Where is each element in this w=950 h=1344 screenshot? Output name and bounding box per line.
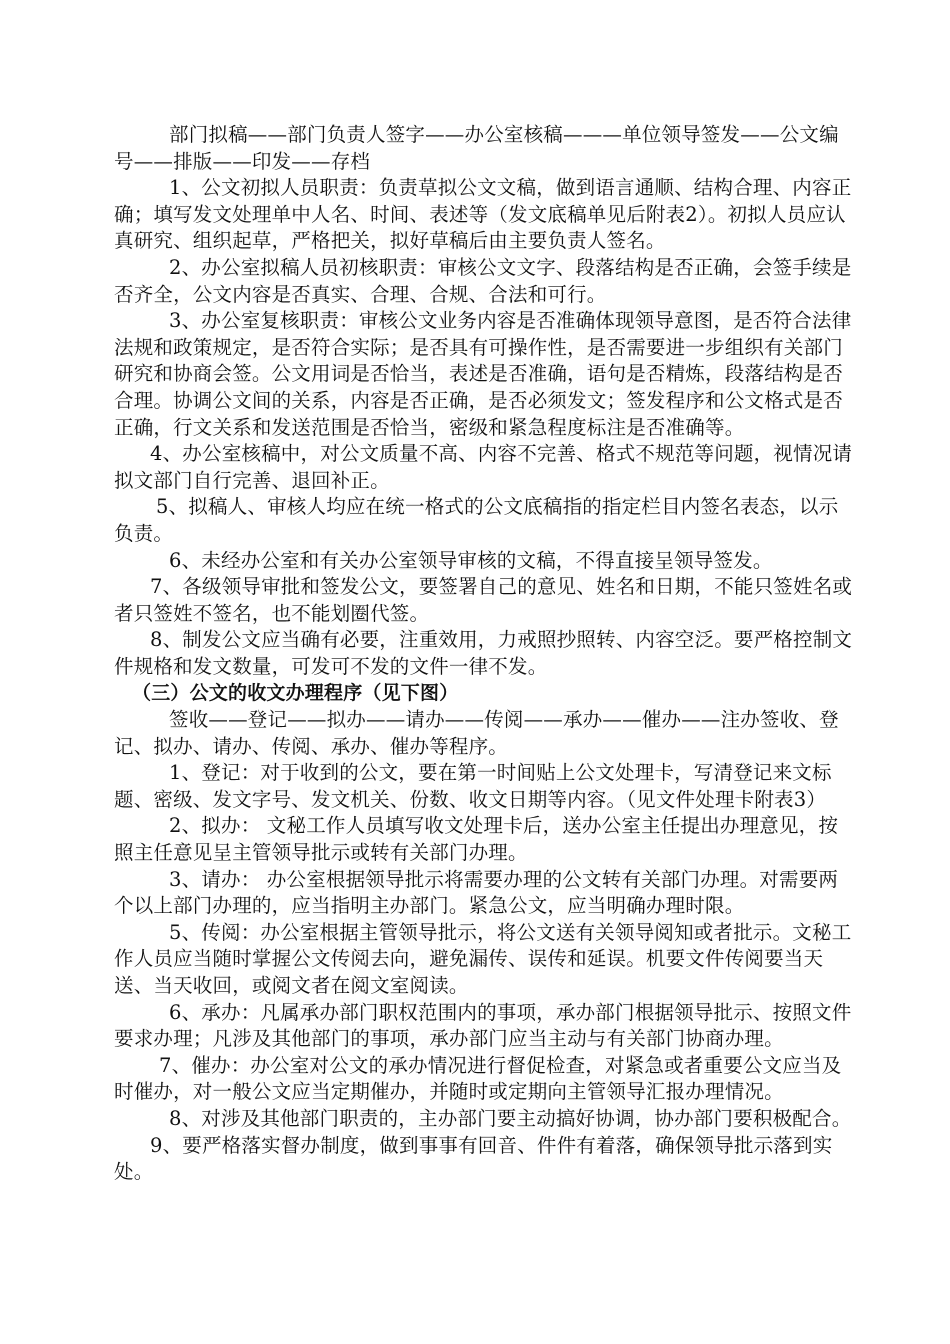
receive-flow-line: 签收——登记——拟办——请办——传阅——承办——催办——注办签收、登记、拟办、请办、传阅、承办、催办等程序。 (114, 708, 839, 758)
paragraph-draft-duty-5: 5、拟稿人、审核人均应在统一格式的公文底稿指的指定栏目内签名表态，以示负责。 (114, 495, 839, 545)
paragraph-receive-1: 1、登记：对于收到的公文，要在第一时间贴上公文处理卡，写清登记来文标题、密级、发文字号、发文机关、份数、收文日期等内容。（见文件处理卡附表3） (114, 761, 832, 811)
paragraph-receive-5: 5、传阅：办公室根据主管领导批示，将公文送有关领导阅知或者批示。文秘工作人员应当随时掌握公文传阅去向，避免漏传、误传和延误。机要文件传阅要当天送、当天收回，或阅文者在阅文室阅读。 (114, 920, 852, 997)
paragraph-receive-2: 2、拟办： 文秘工作人员填写收文处理卡后，送办公室主任提出办理意见，按照主任意见呈主管领导批示或转有关部门办理。 (114, 814, 839, 865)
paragraph-receive-7: 7、催办：办公室对公文的承办情况进行督促检查，对紧急或者重要公文应当及时催办，对一般公文应当定期催办，并随时或定期向主管领导汇报办理情况。 (114, 1053, 842, 1104)
paragraph-draft-duty-6: 6、未经办公室和有关办公室领导审核的文稿，不得直接呈领导签发。 (169, 548, 773, 572)
paragraph-draft-duty-2: 2、办公室拟稿人员初核职责：审核公文文字、段落结构是否正确，会签手续是否齐全，公文内容是否真实、合理、合规、合法和可行。 (114, 255, 852, 306)
draft-flow-line: 部门拟稿——部门负责人签字——办公室核稿———单位领导签发——公文编号——排版——印发——存档 (114, 123, 839, 173)
paragraph-draft-duty-7: 7、各级领导审批和签发公文，要签署自己的意见、姓名和日期，不能只签姓名或者只签姓不签名，也不能划圈代签。 (114, 575, 853, 625)
paragraph-receive-9: 9、要严格落实督办制度，做到事事有回音、件件有着落，确保领导批示落到实处。 (114, 1133, 833, 1184)
paragraph-draft-duty-1: 1、公文初拟人员职责：负责草拟公文文稿，做到语言通顺、结构合理、内容正确；填写发文处理单中人名、时间、表述等（发文底稿单见后附表2）。初拟人员应认真研究、组织起草，严格把关，拟好草稿后由主要负责人签名。 (114, 176, 852, 253)
document-body (114, 122, 854, 1186)
paragraph-draft-duty-4: 4、办公室核稿中，对公文质量不高、内容不完善、格式不规范等问题，视情况请拟文部门自行完善、退回补正。 (114, 442, 853, 492)
paragraph-draft-duty-3: 3、办公室复核职责：审核公文业务内容是否准确体现领导意图，是否符合法律法规和政策规定，是否符合实际；是否具有可操作性，是否需要进一步组织有关部门研究和协商会签。公文用词是否恰当，表述是否准确，语句是否精炼，段落结构是否合理。协调公文间的关系，内容是否正确，是否必须发文；签发程序和公文格式是否正确，行文关系和发送范围是否恰当，密级和紧急程度标注是否准确等。 (114, 309, 852, 439)
paragraph-receive-8: 8、对涉及其他部门职责的，主办部门要主动搞好协调，协办部门要积极配合。 (169, 1106, 852, 1130)
paragraph-receive-3: 3、请办： 办公室根据领导批示将需要办理的公文转有关部门办理。对需要两个以上部门办理的，应当指明主办部门。紧急公文，应当明确办理时限。 (114, 867, 839, 918)
paragraph-receive-6: 6、承办：凡属承办部门职权范围内的事项，承办部门根据领导批示、按照文件要求办理；凡涉及其他部门的事项，承办部门应当主动与有关部门协商办理。 (114, 1000, 852, 1051)
section-heading-receive: （三）公文的收文办理程序（见下图） (132, 682, 459, 705)
paragraph-draft-duty-8: 8、制发公文应当确有必要，注重效用，力戒照抄照转、内容空泛。要严格控制文件规格和发文数量，可发可不发的文件一律不发。 (114, 628, 853, 678)
